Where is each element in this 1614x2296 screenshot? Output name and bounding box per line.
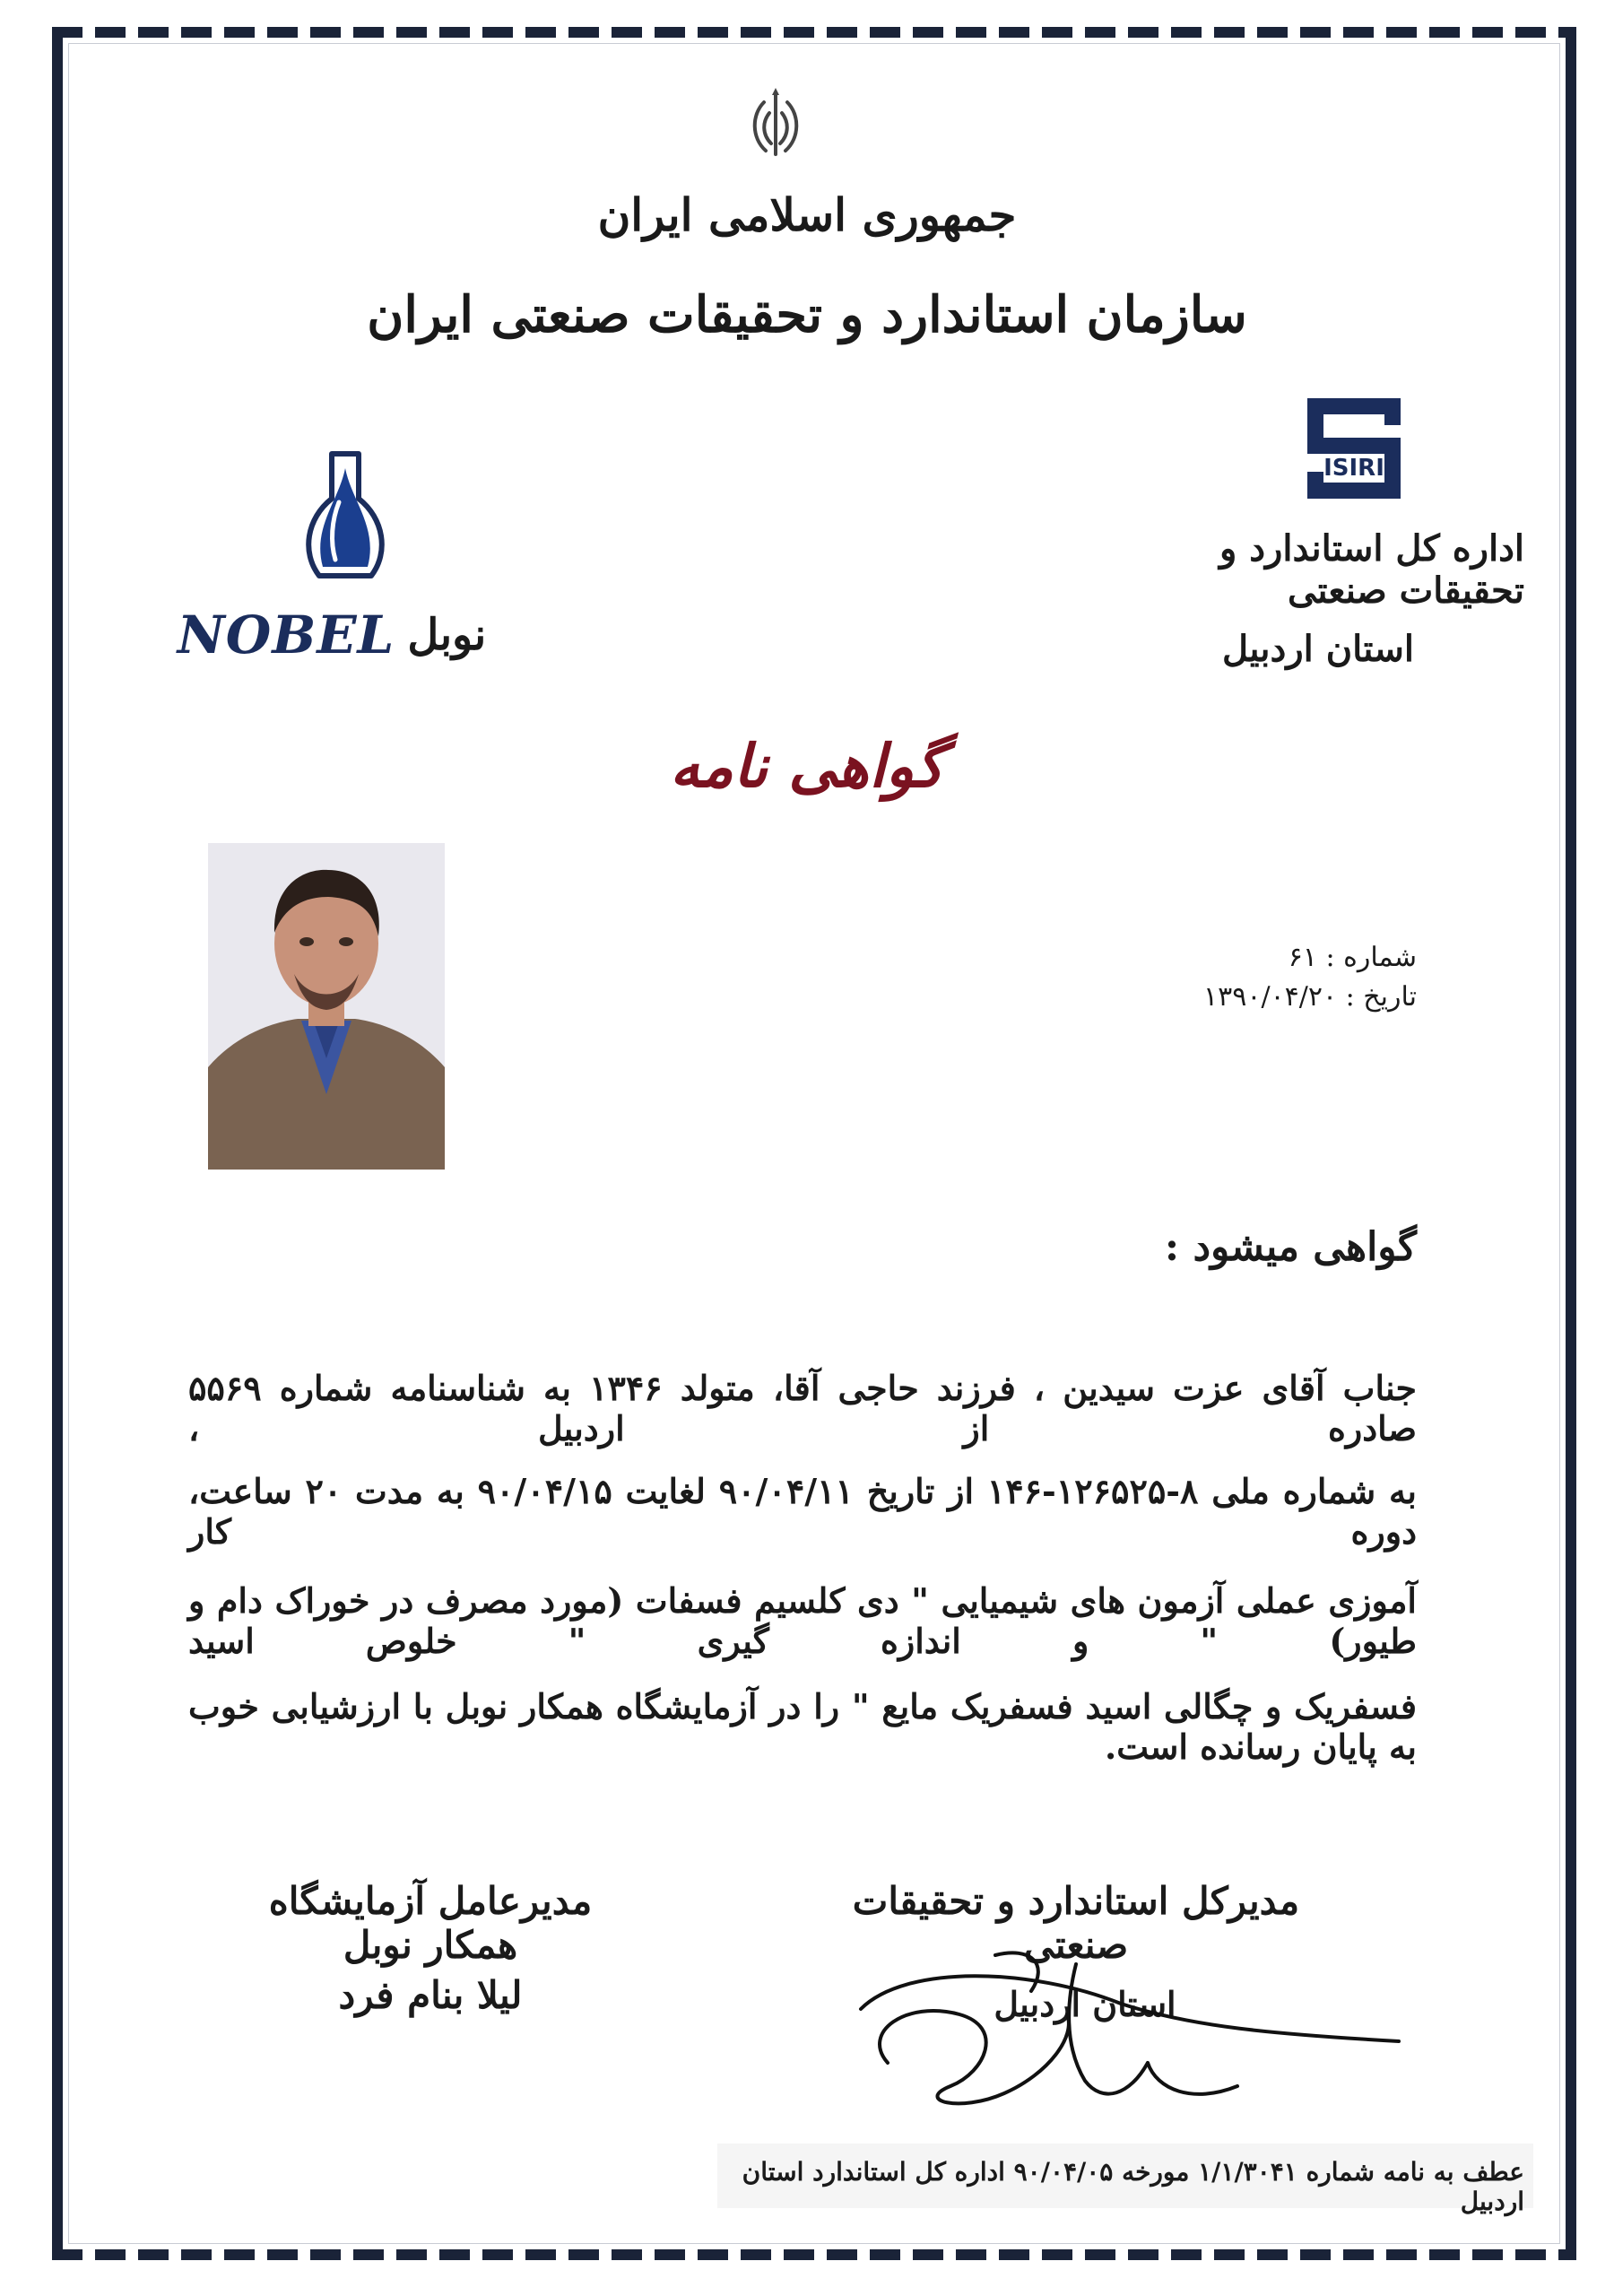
handwritten-signature: [852, 1928, 1408, 2117]
certificate-title: گواهی نامه: [670, 731, 944, 801]
nobel-wordmark: [177, 599, 487, 671]
certificate-number: شماره : ۶۱: [1288, 942, 1417, 973]
nobel-name-fa: نوبل: [407, 610, 487, 660]
isiri-office-name: اداره کل استاندارد و تحقیقات صنعتی: [1219, 527, 1524, 612]
isiri-logo-text: ISIRI: [1323, 455, 1384, 482]
lab-manager-name: لیلا بنام فرد: [338, 1973, 523, 2017]
isiri-logo: [1291, 386, 1417, 511]
isiri-office-province: استان اردبیل: [1222, 628, 1414, 670]
body-line-1: جناب آقای عزت سیدین ، فرزند حاجی آقا، متولد ۱۳۴۶ به شناسنامه شماره ۵۵۶۹ صادره از اردبیل ،: [188, 1368, 1417, 1448]
certifies-heading: گواهی میشود :: [1164, 1224, 1417, 1270]
body-line-3: آموزی عملی آزمون های شیمیایی " دی کلسیم فسفات (مورد مصرف در خوراک دام و طیور) " و اندازه گیری " خلوص اسید: [188, 1580, 1417, 1661]
lab-manager-title: مدیرعامل آزمایشگاه همکار نوبل: [268, 1879, 593, 1967]
iran-emblem-icon: [735, 83, 816, 163]
country-title: جمهوری اسلامی ایران: [597, 188, 1017, 241]
flask-icon: [296, 448, 395, 592]
certificate-date: تاریخ : ۱۳۹۰/۰۴/۲۰: [1203, 981, 1417, 1013]
director-general-province: استان اردبیل: [994, 1984, 1176, 2024]
organization-title: سازمان استاندارد و تحقیقات صنعتی ایران: [367, 285, 1247, 344]
body-line-4: فسفریک و چگالی اسید فسفریک مایع " را در آزمایشگاه همکار نوبل با ارزشیابی خوب به پایان رسانده است.: [188, 1686, 1417, 1767]
body-line-2: به شماره ملی ۸-۱۲۶۵۲۵-۱۴۶ از تاریخ ۹۰/۰۴/۱۱ لغایت ۹۰/۰۴/۱۵ به مدت ۲۰ ساعت، دوره کار: [188, 1471, 1417, 1552]
director-general-title: مدیرکل استاندارد و تحقیقات صنعتی: [852, 1879, 1300, 1967]
reference-footnote: عطف به نامه شماره ۱/۱/۳۰۴۱ مورخه ۹۰/۰۴/۰۵ اداره کل استاندارد استان اردبیل: [742, 2157, 1524, 2216]
nobel-name-en: NOBEL: [177, 604, 395, 665]
portrait-photo: [208, 843, 445, 1170]
